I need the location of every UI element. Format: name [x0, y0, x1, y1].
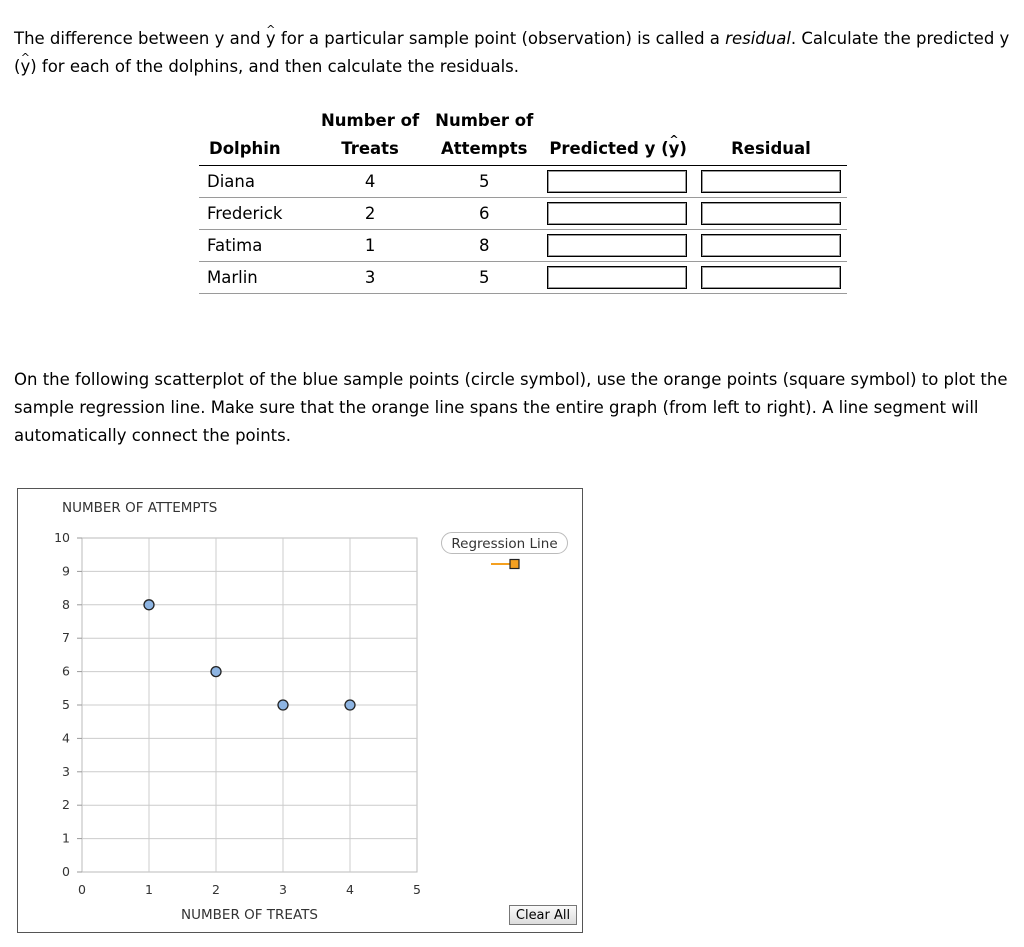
attempts-value: 8 [427, 230, 541, 262]
header-dolphin: Dolphin [199, 135, 313, 166]
scatterplot[interactable] [18, 489, 582, 932]
attempts-value: 6 [427, 198, 541, 230]
residual-term: residual [725, 29, 791, 48]
residual-input[interactable] [701, 234, 841, 257]
orange-square-tool-icon[interactable] [490, 557, 522, 571]
x-axis-title: NUMBER OF TREATS [181, 907, 318, 923]
predicted-input[interactable] [547, 234, 687, 257]
x-tick-label: 3 [279, 882, 287, 897]
intro-text: The difference between y and [14, 29, 266, 48]
table-row [199, 262, 847, 294]
y-tick-label: 5 [62, 697, 70, 712]
legend-regression-line[interactable]: Regression Line [441, 532, 568, 554]
y-hat-symbol: ^ y [669, 135, 680, 163]
treats-value: 1 [313, 230, 427, 262]
y-tick-label: 4 [62, 730, 70, 746]
dolphin-name: Diana [199, 166, 313, 198]
intro-paragraph [14, 25, 1018, 81]
sample-point [211, 667, 221, 677]
y-tick-label: 3 [62, 763, 70, 779]
y-axis-title: NUMBER OF ATTEMPTS [62, 500, 218, 516]
y-tick-label: 6 [62, 663, 70, 679]
residual-input[interactable] [701, 202, 841, 225]
attempts-value: 5 [427, 262, 541, 294]
x-tick-label: 0 [78, 882, 86, 897]
x-tick-label: 2 [212, 882, 220, 897]
treats-value: 3 [313, 262, 427, 294]
dolphin-table [199, 107, 847, 294]
y-tick-label: 10 [54, 530, 70, 545]
y-tick-label: 2 [62, 797, 70, 813]
y-tick-label: 7 [62, 630, 70, 646]
attempts-value: 5 [427, 166, 541, 198]
dolphin-name: Marlin [199, 262, 313, 294]
table-row [199, 230, 847, 262]
sample-point [144, 600, 154, 610]
treats-value: 4 [313, 166, 427, 198]
predicted-input[interactable] [547, 170, 687, 193]
table-row [199, 166, 847, 198]
predicted-input[interactable] [547, 266, 687, 289]
sample-point [345, 700, 355, 710]
residual-input[interactable] [701, 266, 841, 289]
header-attempts: Attempts [427, 135, 541, 166]
sample-point [278, 700, 288, 710]
intro-text: ) for each of the dolphins, and then calculate the residuals. [30, 57, 520, 76]
residual-input[interactable] [701, 170, 841, 193]
table-row [199, 198, 847, 230]
dolphin-name: Fatima [199, 230, 313, 262]
instructions-paragraph: On the following scatterplot of the blue sample points (circle symbol), use the orange points (square symbol) to plot the sample regression line. Make sure that the orange line spans the entire graph (from left to right). A line segment will automatically connect the points. [14, 370, 1008, 445]
header-treats: Treats [313, 135, 427, 166]
y-tick-label: 0 [62, 864, 70, 879]
x-tick-label: 4 [346, 882, 354, 897]
y-tick-label: 9 [62, 563, 70, 579]
header-predicted: Predicted y (^ y) [541, 135, 695, 166]
clear-all-button[interactable]: Clear All [509, 905, 577, 925]
y-tick-label: 1 [62, 830, 70, 846]
intro-text: . Calculate the predicted y ( [14, 29, 1010, 76]
dolphin-name: Frederick [199, 198, 313, 230]
y-tick-label: 8 [62, 596, 70, 612]
graph-panel [17, 488, 583, 933]
header-treats-line1: Number of [321, 111, 420, 130]
intro-text: for a particular sample point (observation) is called a [275, 29, 726, 48]
y-hat-symbol: ^ y [266, 25, 276, 53]
treats-value: 2 [313, 198, 427, 230]
x-tick-label: 5 [413, 882, 421, 897]
header-attempts-line1: Number of [435, 111, 534, 130]
y-hat-symbol: ^ y [20, 53, 30, 81]
predicted-input[interactable] [547, 202, 687, 225]
header-residual: Residual [695, 135, 847, 166]
x-tick-label: 1 [145, 882, 153, 897]
